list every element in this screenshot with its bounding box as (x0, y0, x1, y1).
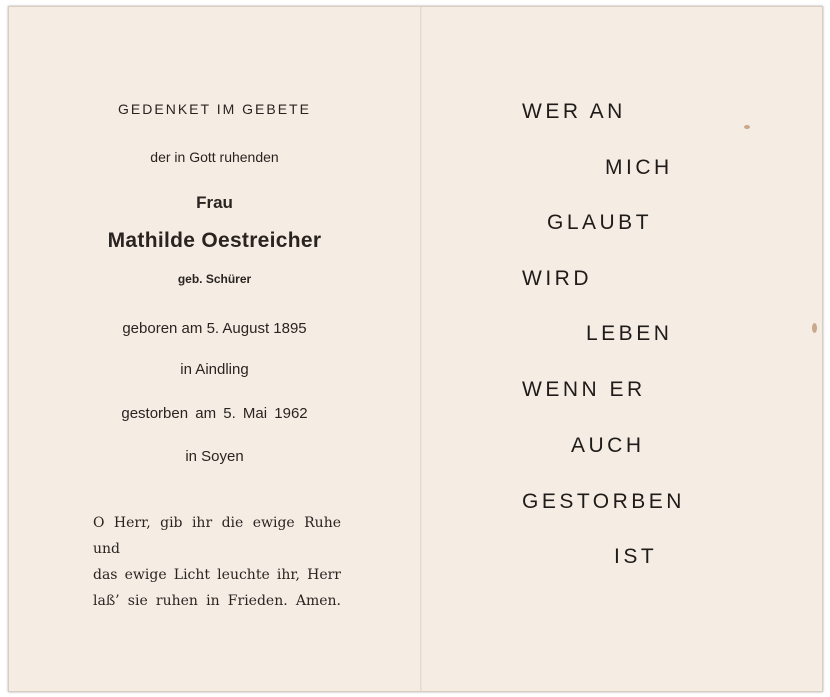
verse-line: IST (614, 545, 658, 568)
verse-line: WER AN (522, 100, 626, 123)
verse-line: WENN ER (522, 378, 646, 401)
intro-text: der in Gott ruhenden (150, 149, 279, 165)
verse-line: GLAUBT (547, 211, 653, 234)
birth-date: geboren am 5. August 1895 (122, 320, 307, 337)
birth-place: in Aindling (180, 361, 249, 378)
verse-line: WIRD (522, 267, 592, 290)
prayer-line: das ewige Licht leuchte ihr, Herr (93, 567, 341, 583)
memorial-card (8, 6, 823, 692)
verse-line: GESTORBEN (522, 490, 685, 513)
title-text: Frau (196, 193, 233, 212)
card-header: GEDENKET IM GEBETE (118, 101, 311, 117)
verse-line: LEBEN (586, 322, 673, 345)
prayer-text (93, 510, 341, 614)
verse-line: MICH (605, 156, 673, 179)
death-date: gestorben am 5. Mai 1962 (121, 405, 308, 422)
prayer-line: O Herr, gib ihr die ewige Ruhe und (93, 515, 341, 557)
verse-line: AUCH (571, 434, 645, 457)
right-page (422, 7, 822, 691)
deceased-name: Mathilde Oestreicher (107, 229, 322, 252)
left-page (9, 7, 420, 691)
paper-speck (812, 323, 817, 333)
maiden-name: geb. Schürer (177, 272, 252, 286)
paper-speck (744, 125, 750, 129)
prayer-line: laß’ sie ruhen in Frieden. Amen. (93, 593, 341, 609)
death-place: in Soyen (185, 448, 244, 465)
